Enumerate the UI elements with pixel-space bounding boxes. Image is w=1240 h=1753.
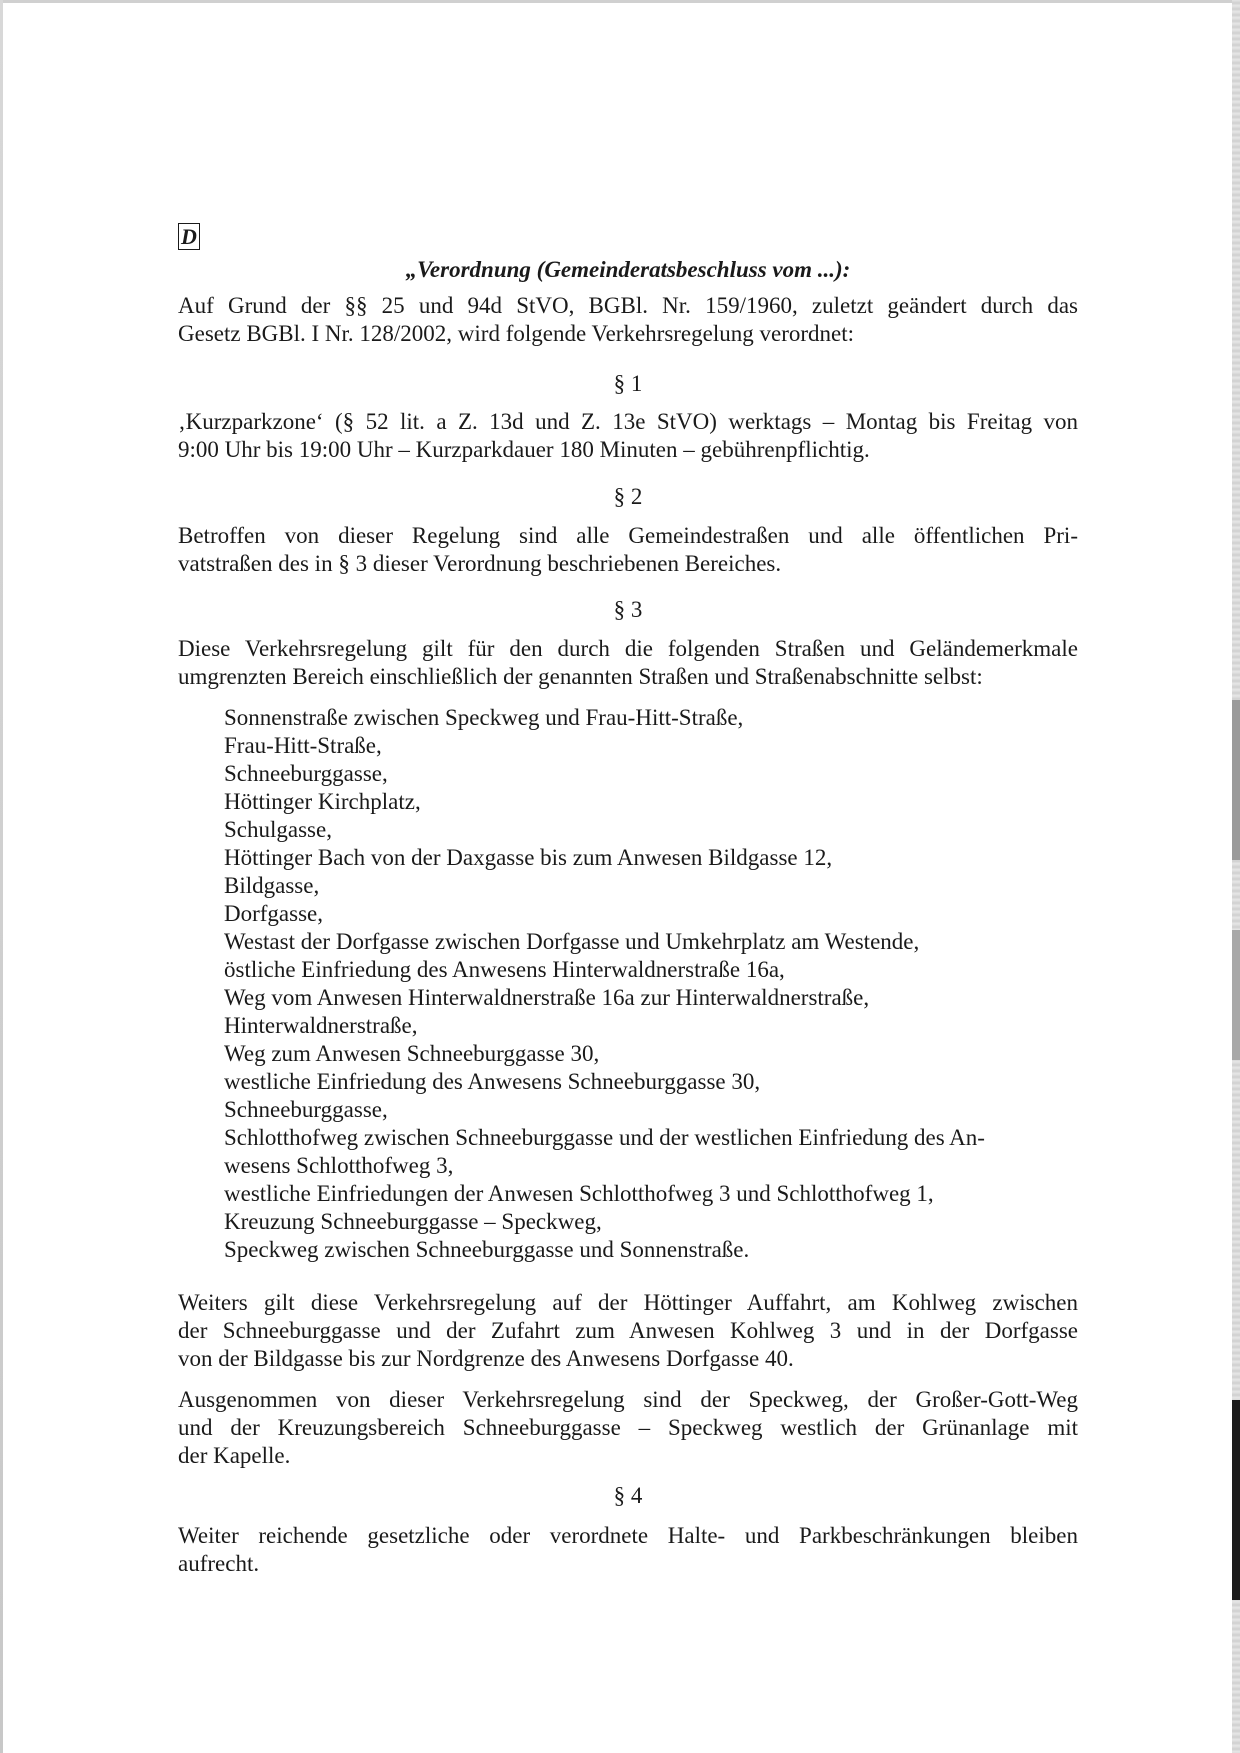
street-list-item: westliche Einfriedung des Anwesens Schneeburggasse 30, (224, 1069, 761, 1094)
street-list-item: Schlotthofweg zwischen Schneeburggasse und der westlichen Einfriedung des An- (224, 1125, 985, 1150)
exception-line: und der Kreuzungsbereich Schneeburggasse – Speckweg westlich der Grünanlage mit (178, 1415, 1078, 1440)
street-list-item: Hinterwaldnerstraße, (224, 1013, 418, 1038)
scan-edge-top (0, 0, 1240, 3)
street-list-item: Schneeburggasse, (224, 1097, 388, 1122)
street-list-item: Höttinger Kirchplatz, (224, 789, 421, 814)
section-3-line: Diese Verkehrsregelung gilt für den durch die folgenden Straßen und Geländemerkmale (178, 636, 1078, 661)
street-list-item: Weg vom Anwesen Hinterwaldnerstraße 16a zur Hinterwaldnerstraße, (224, 985, 870, 1010)
street-list-item: Schneeburggasse, (224, 761, 388, 786)
street-list-item: Schulgasse, (224, 817, 332, 842)
exception-paragraph (178, 1386, 1078, 1470)
scan-edge-left (0, 0, 3, 1753)
section-3-paragraph (178, 635, 1078, 691)
section-3-line: umgrenzten Bereich einschließlich der genannten Straßen und Straßenabschnitte selbst: (178, 664, 983, 689)
street-list-item: Speckweg zwischen Schneeburggasse und Sonnenstraße. (224, 1237, 750, 1262)
further-line: der Schneeburggasse und der Zufahrt zum Anwesen Kohlweg 3 und in der Dorfgasse (178, 1318, 1078, 1343)
section-1-line: ‚Kurzparkzone‘ (§ 52 lit. a Z. 13d und Z. 13e StVO) werktags – Montag bis Freitag von (178, 409, 1078, 434)
street-list-item: Westast der Dorfgasse zwischen Dorfgasse und Umkehrplatz am Westende, (224, 929, 920, 954)
section-2-line: Betroffen von dieser Regelung sind alle Gemeindestraßen und alle öffentlichen Pri- (178, 523, 1078, 548)
further-line: Weiters gilt diese Verkehrsregelung auf der Höttinger Auffahrt, am Kohlweg zwischen (178, 1290, 1078, 1315)
section-2-line: vatstraßen des in § 3 dieser Verordnung beschriebenen Bereiches. (178, 551, 782, 576)
section-1-paragraph (178, 408, 1078, 464)
section-marker-box: D (178, 223, 200, 250)
street-list-item: Weg zum Anwesen Schneeburggasse 30, (224, 1041, 600, 1066)
section-3-label: § 3 (613, 597, 643, 622)
street-list-item: Höttinger Bach von der Daxgasse bis zum Anwesen Bildgasse 12, (224, 845, 833, 870)
section-2-label: § 2 (613, 484, 643, 509)
street-list-item: wesens Schlotthofweg 3, (224, 1153, 454, 1178)
section-4-paragraph (178, 1522, 1078, 1578)
section-1-line: 9:00 Uhr bis 19:00 Uhr – Kurzparkdauer 180 Minuten – gebührenpflichtig. (178, 437, 870, 462)
intro-line: Auf Grund der §§ 25 und 94d StVO, BGBl. Nr. 159/1960, zuletzt geändert durch das (178, 293, 1078, 318)
section-4-line: aufrecht. (178, 1551, 260, 1576)
street-list-item: östliche Einfriedung des Anwesens Hinterwaldnerstraße 16a, (224, 957, 785, 982)
further-line: von der Bildgasse bis zur Nordgrenze des Anwesens Dorfgasse 40. (178, 1346, 794, 1371)
street-list-item: Kreuzung Schneeburggasse – Speckweg, (224, 1209, 602, 1234)
scan-artifact-bar (1232, 930, 1240, 1060)
scan-artifact-bar (1232, 700, 1240, 860)
scan-artifact-bar (1232, 1400, 1240, 1600)
section-4-label: § 4 (613, 1483, 643, 1508)
exception-line: der Kapelle. (178, 1443, 291, 1468)
intro-paragraph (178, 292, 1078, 348)
section-1-label: § 1 (613, 371, 643, 396)
document-heading: „Verordnung (Gemeinderatsbeschluss vom ...): (405, 257, 851, 282)
intro-line: Gesetz BGBl. I Nr. 128/2002, wird folgende Verkehrsregelung verordnet: (178, 321, 854, 346)
further-paragraph (178, 1289, 1078, 1373)
street-list (224, 704, 1074, 1264)
section-2-paragraph (178, 522, 1078, 578)
exception-line: Ausgenommen von dieser Verkehrsregelung sind der Speckweg, der Großer-Gott-Weg (178, 1387, 1078, 1412)
street-list-item: Sonnenstraße zwischen Speckweg und Frau-Hitt-Straße, (224, 705, 744, 730)
street-list-item: Dorfgasse, (224, 901, 323, 926)
section-4-line: Weiter reichende gesetzliche oder verordnete Halte- und Parkbeschränkungen bleiben (178, 1523, 1078, 1548)
street-list-item: westliche Einfriedungen der Anwesen Schlotthofweg 3 und Schlotthofweg 1, (224, 1181, 934, 1206)
street-list-item: Frau-Hitt-Straße, (224, 733, 382, 758)
street-list-item: Bildgasse, (224, 873, 320, 898)
